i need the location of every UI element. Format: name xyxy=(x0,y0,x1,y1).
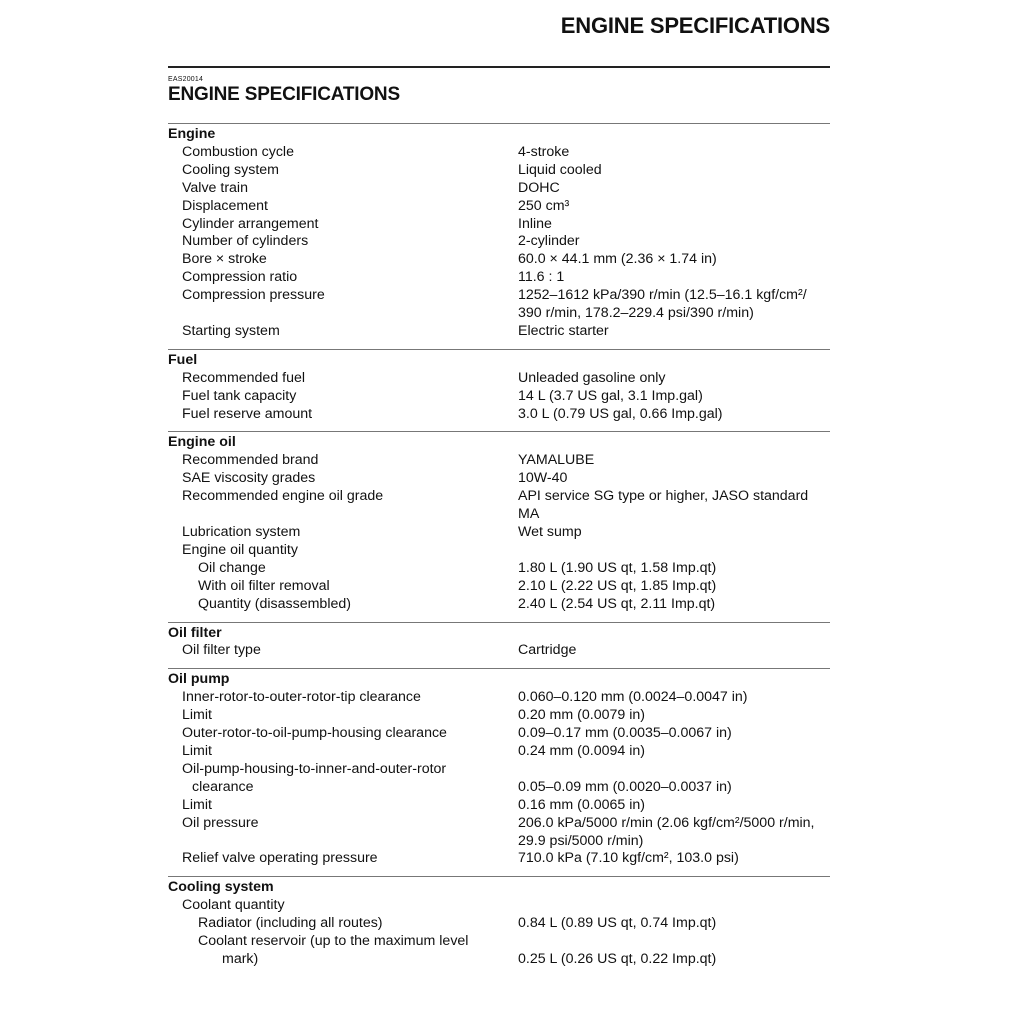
spec-row xyxy=(168,162,830,180)
spec-row xyxy=(168,488,830,524)
spec-row xyxy=(168,951,830,969)
spec-row xyxy=(168,689,830,707)
spec-row xyxy=(168,743,830,761)
spec-label: Valve train xyxy=(182,179,248,196)
spec-row xyxy=(168,797,830,815)
spec-value: 4-stroke xyxy=(518,143,570,160)
spec-label: Limit xyxy=(182,742,212,759)
spec-value: 250 cm³ xyxy=(518,197,570,214)
spec-value: 1.80 L (1.90 US qt, 1.58 Imp.qt) xyxy=(518,559,717,576)
spec-value: 0.84 L (0.89 US qt, 0.74 Imp.qt) xyxy=(518,915,717,932)
spec-label: mark) xyxy=(222,950,259,967)
spec-label: Cooling system xyxy=(182,161,279,178)
spec-value: 0.25 L (0.26 US qt, 0.22 Imp.qt) xyxy=(518,950,717,967)
spec-value: 14 L (3.7 US gal, 3.1 Imp.gal) xyxy=(518,387,703,404)
spec-value: 0.060–0.120 mm (0.0024–0.0047 in) xyxy=(518,689,748,706)
spec-label: With oil filter removal xyxy=(198,577,330,594)
spec-row xyxy=(168,707,830,725)
spec-label: Quantity (disassembled) xyxy=(198,595,351,612)
spec-row xyxy=(168,251,830,269)
group-title: Engine oil xyxy=(168,434,236,451)
spec-label: Outer-rotor-to-oil-pump-housing clearance xyxy=(182,725,447,742)
spec-row xyxy=(168,578,830,596)
spec-label: Recommended brand xyxy=(182,452,319,469)
spec-row xyxy=(168,269,830,287)
spec-row xyxy=(168,897,830,915)
spec-value: Electric starter xyxy=(518,322,609,339)
group-engine xyxy=(168,123,830,349)
spec-row xyxy=(168,370,830,388)
spec-value: YAMALUBE xyxy=(518,452,595,469)
doc-code: EAS20014 xyxy=(168,76,204,83)
spec-label: Radiator (including all routes) xyxy=(198,915,383,932)
spec-label: Coolant reservoir (up to the maximum level xyxy=(198,933,469,950)
spec-value: 0.16 mm (0.0065 in) xyxy=(518,796,645,813)
spec-value: Wet sump xyxy=(518,524,582,540)
spec-value: 0.20 mm (0.0079 in) xyxy=(518,707,645,724)
spec-row xyxy=(168,850,830,868)
spec-label: Limit xyxy=(182,796,212,813)
spec-row xyxy=(168,452,830,470)
spec-row xyxy=(168,198,830,216)
spec-row xyxy=(168,933,830,951)
spec-row xyxy=(168,915,830,933)
spec-label: Oil pressure xyxy=(182,814,259,831)
spec-label: Starting system xyxy=(182,322,280,339)
spec-value: 0.09–0.17 mm (0.0035–0.0067 in) xyxy=(518,725,732,742)
spec-value: 206.0 kPa/5000 r/min (2.06 kgf/cm²/5000 r/min, 29.9 psi/5000 r/min) xyxy=(518,814,815,849)
spec-row xyxy=(168,779,830,797)
spec-label: Inner-rotor-to-outer-rotor-tip clearance xyxy=(182,689,421,706)
manual-page xyxy=(168,0,830,1024)
section-title: ENGINE SPECIFICATIONS xyxy=(168,84,400,105)
group-engine-oil xyxy=(168,431,830,621)
spec-row xyxy=(168,542,830,560)
spec-value: 11.6 : 1 xyxy=(518,269,565,286)
spec-value: 2-cylinder xyxy=(518,233,580,250)
spec-label: Fuel tank capacity xyxy=(182,387,297,404)
spec-label: Fuel reserve amount xyxy=(182,405,313,422)
group-title: Oil filter xyxy=(168,624,222,641)
spec-value: 1252–1612 kPa/390 r/min (12.5–16.1 kgf/cm²/ 390 r/min, 178.2–229.4 psi/390 r/min) xyxy=(518,287,807,322)
group-oil-filter xyxy=(168,622,830,669)
spec-label: Relief valve operating pressure xyxy=(182,850,378,867)
spec-value: 2.40 L (2.54 US qt, 2.11 Imp.qt) xyxy=(518,595,716,612)
spec-row xyxy=(168,216,830,234)
spec-label: Displacement xyxy=(182,197,268,214)
spec-row xyxy=(168,470,830,488)
spec-label: Coolant quantity xyxy=(182,897,285,914)
spec-row xyxy=(168,388,830,406)
spec-value: DOHC xyxy=(518,179,560,196)
spec-row xyxy=(168,287,830,323)
group-title: Oil pump xyxy=(168,671,230,688)
spec-table xyxy=(168,123,830,977)
spec-label: Recommended engine oil grade xyxy=(182,488,384,505)
spec-value: 0.24 mm (0.0094 in) xyxy=(518,742,645,759)
spec-row xyxy=(168,642,830,660)
spec-label: Bore × stroke xyxy=(182,251,267,268)
spec-value: Inline xyxy=(518,215,552,232)
header-rule xyxy=(168,66,830,68)
spec-label: Engine oil quantity xyxy=(182,541,298,558)
spec-value: Cartridge xyxy=(518,642,577,659)
spec-label: Cylinder arrangement xyxy=(182,215,319,232)
spec-value: API service SG type or higher, JASO standard MA xyxy=(518,488,809,523)
spec-label: Recommended fuel xyxy=(182,369,306,386)
group-title: Engine xyxy=(168,126,216,142)
spec-label: SAE viscosity grades xyxy=(182,470,316,487)
spec-row xyxy=(168,406,830,424)
spec-row xyxy=(168,560,830,578)
spec-label: Oil filter type xyxy=(182,642,261,659)
spec-row xyxy=(168,815,830,851)
spec-label: Combustion cycle xyxy=(182,143,294,160)
spec-label: Lubrication system xyxy=(182,524,301,540)
spec-row xyxy=(168,524,830,542)
spec-label: Number of cylinders xyxy=(182,233,309,250)
spec-value: 2.10 L (2.22 US qt, 1.85 Imp.qt) xyxy=(518,577,717,594)
spec-label: Compression ratio xyxy=(182,269,298,286)
spec-label: Oil-pump-housing-to-inner-and-outer-rotor xyxy=(182,760,447,777)
spec-label: Oil change xyxy=(198,559,266,576)
group-title: Cooling system xyxy=(168,879,274,896)
spec-row xyxy=(168,761,830,779)
spec-label: clearance xyxy=(192,778,254,795)
spec-value: 3.0 L (0.79 US gal, 0.66 Imp.gal) xyxy=(518,405,723,422)
spec-row xyxy=(168,180,830,198)
group-fuel xyxy=(168,349,830,432)
spec-row xyxy=(168,725,830,743)
running-header: ENGINE SPECIFICATIONS xyxy=(560,13,830,38)
group-title: Fuel xyxy=(168,351,198,368)
spec-value: 710.0 kPa (7.10 kgf/cm², 103.0 psi) xyxy=(518,850,739,867)
spec-label: Limit xyxy=(182,707,212,724)
group-oil-pump xyxy=(168,668,830,876)
spec-value: 0.05–0.09 mm (0.0020–0.0037 in) xyxy=(518,778,732,795)
spec-label: Compression pressure xyxy=(182,287,325,304)
spec-row xyxy=(168,144,830,162)
spec-row xyxy=(168,596,830,614)
spec-value: Unleaded gasoline only xyxy=(518,369,666,386)
spec-row xyxy=(168,323,830,341)
spec-row xyxy=(168,233,830,251)
spec-value: Liquid cooled xyxy=(518,161,602,178)
spec-value: 60.0 × 44.1 mm (2.36 × 1.74 in) xyxy=(518,251,717,268)
spec-value: 10W-40 xyxy=(518,470,568,487)
group-cooling-system xyxy=(168,876,830,977)
